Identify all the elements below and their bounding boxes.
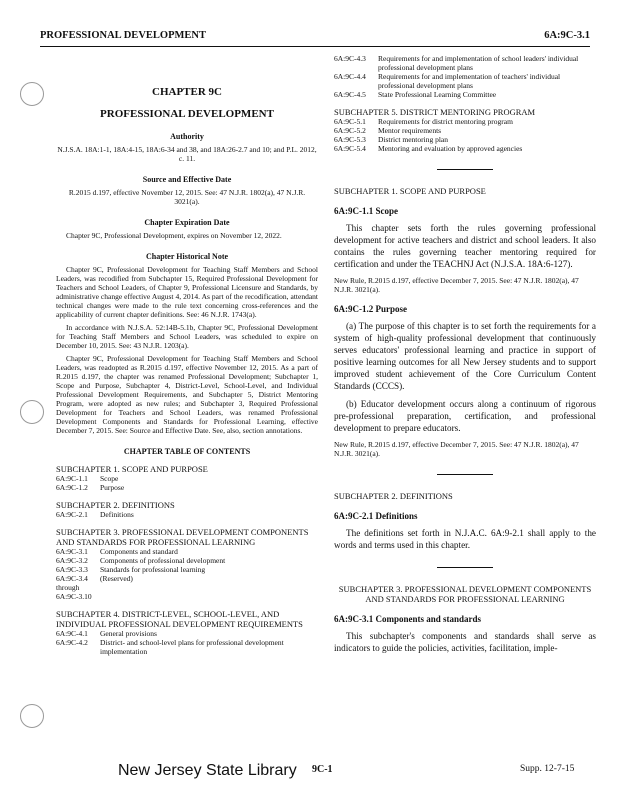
toc-entry: [56, 474, 318, 483]
subchapter-heading: SUBCHAPTER 3. PROFESSIONAL DEVELOPMENT COMPONENTS AND STANDARDS FOR PROFESSIONAL LEARNING: [338, 584, 592, 604]
historical-paragraph: Chapter 9C, Professional Development for Teaching Staff Members and School Leaders, was recodified from Subchapter 15, Required Professional Development for Teachers and School Leaders, of Chapter 9, Professional Licensure and Standards, by administrative change effective August 4, 2014. As part of the recodification, attendant technical changes were made to the rule text concerning cross-references and the applicability of current chapter definitions. See: 46 N.J.R. 1743(a).: [56, 265, 318, 319]
punch-hole-icon: [20, 82, 44, 106]
toc-subchapter-title: SUBCHAPTER 2. DEFINITIONS: [56, 500, 175, 510]
toc-subchapter-title: SUBCHAPTER 4. DISTRICT-LEVEL, SCHOOL-LEVEL, AND INDIVIDUAL PROFESSIONAL DEVELOPMENT REQUIREMENTS: [56, 609, 303, 629]
punch-hole-icon: [20, 704, 44, 728]
toc-section-title: Requirements for and implementation of teachers' individual professional development plans: [378, 72, 561, 90]
section-separator: [437, 567, 493, 568]
toc-entry: [334, 117, 596, 126]
left-column: [56, 54, 318, 656]
toc-section-number: 6A:9C-3.4 through 6A:9C-3.10: [56, 574, 92, 601]
subchapter-heading: SUBCHAPTER 2. DEFINITIONS: [334, 491, 453, 501]
toc-entry: [56, 574, 318, 601]
source-text: R.2015 d.197, effective November 12, 2015. See: 47 N.J.R. 1802(a), 47 N.J.R. 3021(a).: [68, 188, 306, 206]
page-number: 9C-1: [312, 764, 333, 775]
toc-section-number: 6A:9C-5.4: [334, 144, 366, 153]
toc-section-number: 6A:9C-3.2: [56, 556, 88, 565]
toc-entry: [334, 72, 596, 90]
section-text: The definitions set forth in N.J.A.C. 6A:9-2.1 shall apply to the words and terms used in this chapter.: [334, 528, 596, 550]
header-left: PROFESSIONAL DEVELOPMENT: [40, 30, 206, 41]
toc-section-title: Components and standard: [100, 547, 178, 556]
right-column: [334, 54, 596, 660]
toc-section-title: General provisions: [100, 629, 157, 638]
toc-entry: [56, 638, 318, 656]
toc-entry: [56, 547, 318, 556]
toc-section-title: District- and school-level plans for professional development implementation: [100, 638, 284, 656]
toc-entry: [334, 54, 596, 72]
punch-hole-icon: [20, 400, 44, 424]
historical-paragraph: In accordance with N.J.S.A. 52:14B-5.1b, Chapter 9C, Professional Development for Teaching Staff Members and School Leaders, was scheduled to expire on December 10, 2015. See: 43 N.J.R. 1203(a).: [56, 323, 318, 350]
toc-section-title: Requirements for district mentoring program: [378, 117, 513, 126]
toc-section-title: District mentoring plan: [378, 135, 448, 144]
toc-section-number: 6A:9C-3.1: [56, 547, 88, 556]
historical-paragraph: Chapter 9C, Professional Development for Teaching Staff Members and School Leaders, was readopted as R.2015 d.197, effective November 12, 2015. As a part of R.2015 d.197, the chapter was renamed Professional Development; Subchapter 1, Scope and Purpose, Subchapter 4, District-Level, School-Level, and Individual Professional Development Requirements, and Subchapter 5, District Mentoring Program, were adopted as new rules; and Subchapter 3, Required Professional Development for Teachers and School Leaders, was renamed Professional Development Components and Standards for Professional Learning, effective December 7, 2015. See: Source and Effective Date. See, also, section annotations.: [56, 354, 318, 435]
section-text: This chapter sets forth the rules governing professional development for active teachers and district and school leaders. It also contains the rules governing teacher mentoring required for certification and under the TEACHNJ Act (N.J.S.A. 18A:6-127).: [334, 223, 596, 269]
chapter-number: CHAPTER 9C: [152, 86, 222, 98]
toc-entry: [56, 629, 318, 638]
toc-continued: [334, 54, 596, 99]
section-text: This subchapter's components and standards shall serve as indicators to guide the policies, activities, facilitation, imple-: [334, 631, 596, 653]
toc-entry: [56, 483, 318, 492]
subchapter-heading: SUBCHAPTER 1. SCOPE AND PURPOSE: [334, 186, 486, 196]
historical-heading: Chapter Historical Note: [145, 252, 229, 261]
toc-heading: CHAPTER TABLE OF CONTENTS: [123, 447, 251, 456]
toc-section-title: Scope: [100, 474, 119, 483]
toc-section-title: Mentoring and evaluation by approved agencies: [378, 144, 523, 153]
toc-section-number: 6A:9C-2.1: [56, 510, 88, 519]
toc-entry: [334, 126, 596, 135]
toc-section-number: 6A:9C-5.2: [334, 126, 366, 135]
toc-subchapter-title: SUBCHAPTER 1. SCOPE AND PURPOSE: [56, 464, 208, 474]
section-heading: 6A:9C-1.1 Scope: [334, 206, 398, 216]
source-heading: Source and Effective Date: [142, 175, 232, 184]
authority-text: N.J.S.A. 18A:1-1, 18A:4-15, 18A:6-34 and 38, and 18A:26-2.7 and 10; and P.L. 2012, c. 11.: [57, 145, 317, 163]
toc-section-title: Standards for professional learning: [100, 565, 206, 574]
section-separator: [437, 169, 493, 170]
chapter-title: PROFESSIONAL DEVELOPMENT: [100, 108, 274, 120]
toc-section-title: Definitions: [100, 510, 134, 519]
toc-subchapter-items: [334, 117, 596, 153]
table-of-contents: [56, 464, 318, 656]
header-rule: [40, 46, 590, 47]
toc-section-title: (Reserved): [100, 574, 133, 583]
toc-section-number: 6A:9C-4.4: [334, 72, 366, 81]
toc-section-title: Mentor requirements: [378, 126, 442, 135]
authority-heading: Authority: [170, 132, 204, 141]
toc-section-title: State Professional Learning Committee: [378, 90, 497, 99]
toc-section-number: 6A:9C-3.3: [56, 565, 88, 574]
section-heading: 6A:9C-2.1 Definitions: [334, 511, 418, 521]
running-header: [40, 30, 590, 41]
expiration-text: Chapter 9C, Professional Development, expires on November 12, 2022.: [66, 231, 282, 240]
section-history: New Rule, R.2015 d.197, effective December 7, 2015. See: 47 N.J.R. 1802(a), 47 N.J.R. 3021(a).: [334, 440, 579, 458]
section-heading: 6A:9C-1.2 Purpose: [334, 304, 407, 314]
toc-section-number: 6A:9C-1.2: [56, 483, 88, 492]
section-separator: [437, 474, 493, 475]
toc-entry: [334, 135, 596, 144]
toc-section-number: 6A:9C-4.3: [334, 54, 366, 63]
toc-entry: [334, 144, 596, 153]
toc-section-number: 6A:9C-4.2: [56, 638, 88, 647]
toc-subchapter-title: SUBCHAPTER 3. PROFESSIONAL DEVELOPMENT COMPONENTS AND STANDARDS FOR PROFESSIONAL LEARNING: [56, 527, 309, 547]
library-watermark: New Jersey State Library: [118, 762, 297, 779]
toc-section-title: Purpose: [100, 483, 125, 492]
toc-section-number: 6A:9C-4.1: [56, 629, 88, 638]
toc-entry: [56, 510, 318, 519]
section-text: (b) Educator development occurs along a continuum of rigorous pre-professional preparation, certification, and professional development to prepare educators.: [334, 399, 596, 433]
toc-section-number: 6A:9C-5.3: [334, 135, 366, 144]
supplement-date: Supp. 12-7-15: [520, 764, 575, 774]
toc-section-title: Components of professional development: [100, 556, 226, 565]
toc-section-number: 6A:9C-1.1: [56, 474, 88, 483]
toc-section-title: Requirements for and implementation of school leaders' individual professional development plans: [378, 54, 579, 72]
section-history: New Rule, R.2015 d.197, effective December 7, 2015. See: 47 N.J.R. 1802(a), 47 N.J.R. 3021(a).: [334, 276, 579, 294]
toc-subchapter-title: SUBCHAPTER 5. DISTRICT MENTORING PROGRAM: [334, 107, 536, 117]
toc-entry: [334, 90, 596, 99]
header-right: 6A:9C-3.1: [544, 30, 590, 41]
expiration-heading: Chapter Expiration Date: [144, 218, 230, 227]
toc-section-number: 6A:9C-4.5: [334, 90, 366, 99]
toc-section-number: 6A:9C-5.1: [334, 117, 366, 126]
section-heading: 6A:9C-3.1 Components and standards: [334, 614, 482, 624]
section-text: (a) The purpose of this chapter is to set forth the requirements for a system of high-quality professional development that continuously serves educators' professional learning and practice in support of positive learning outcomes for all New Jersey students and to support improved student achievement of the Core Curriculum Content Standards (CCCS).: [334, 321, 596, 391]
toc-entry: [56, 565, 318, 574]
toc-entry: [56, 556, 318, 565]
